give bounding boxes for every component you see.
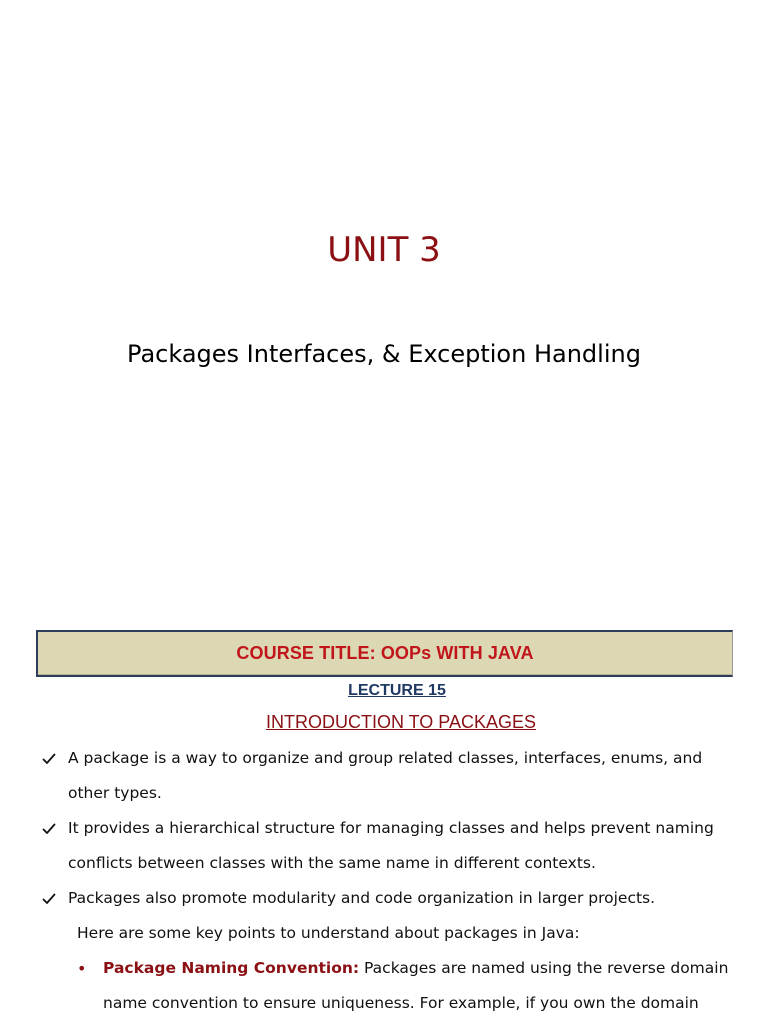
bullet-item-label: Package Naming Convention: [103,959,360,977]
checkmark-icon [42,811,62,846]
bullet-item-text [103,951,733,1021]
list-item-text: A package is a way to organize and group related classes, interfaces, enums, and other types. [68,749,703,802]
list-item-text: It provides a hierarchical structure for managing classes and helps prevent naming conflicts between classes with the same name in different contexts. [68,819,714,872]
course-title-banner [36,630,733,677]
checkmark-icon [42,741,62,776]
lecture-number: LECTURE 15 [348,682,446,699]
bullet-icon: • [77,959,87,978]
list-item-text: Packages also promote modularity and code organization in larger projects. [68,889,656,907]
section-heading: INTRODUCTION TO PACKAGES [265,712,537,732]
slide-subtitle: Packages Interfaces, & Exception Handling [127,340,641,368]
unit-title: UNIT 3 [327,230,441,270]
intro-paragraph: Here are some key points to understand about packages in Java: [77,924,580,942]
course-title: COURSE TITLE: OOPs WITH JAVA [236,643,534,663]
checkmark-icon [42,881,62,916]
bullet-item-body: Packages are named using the reverse domain name convention to ensure uniqueness. For example, if you own the domain [103,959,729,1012]
